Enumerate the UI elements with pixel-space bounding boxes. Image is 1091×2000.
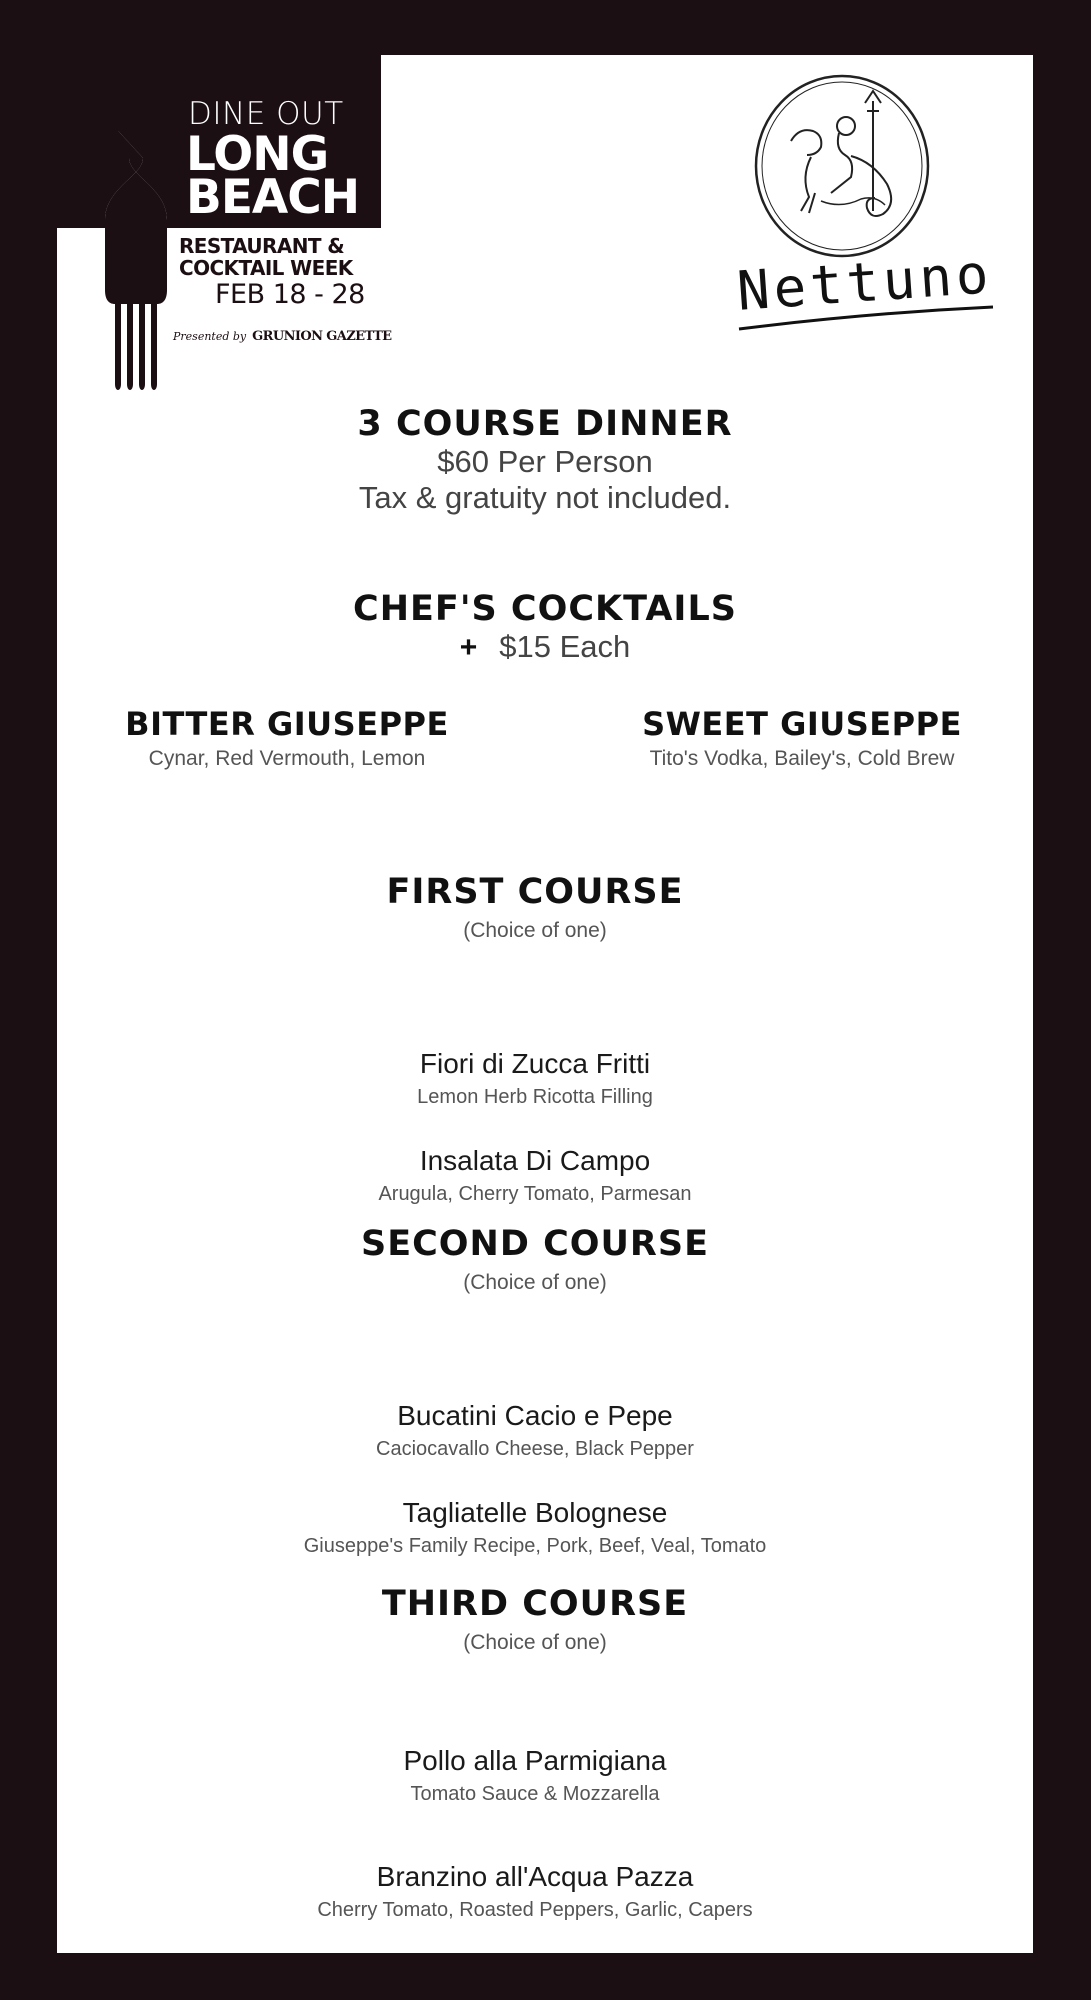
menu-item [47,1497,1023,1559]
course-title: SECOND COURSE [360,1224,709,1264]
cocktails-price-line [57,629,1033,665]
cocktail-item [87,707,487,772]
dish-name: Insalata Di Campo [419,1145,651,1176]
third-course-header [47,1585,1023,1656]
cocktail-name: BITTER GIUSEPPE [125,705,449,743]
sponsor-name: GRUNION GAZETTE [252,329,392,344]
course-choice: (Choice of one) [463,918,607,942]
cocktail-ingredients: Tito's Vodka, Bailey's, Cold Brew [649,747,955,771]
cocktail-ingredients: Cynar, Red Vermouth, Lemon [148,747,426,771]
cocktail-item [602,707,1002,772]
dinner-info [57,405,1033,516]
logo-line-long-beach: LONG BEACH [186,127,360,225]
dine-out-logo [57,55,392,353]
restaurant-name: Nettuno [735,242,995,323]
course-choice: (Choice of one) [463,1270,607,1294]
course-title: FIRST COURSE [386,872,684,912]
presented-by-label: Presented by [173,330,247,343]
course-choice: (Choice of one) [463,1630,607,1654]
menu-item [47,1400,1023,1462]
second-course-header [47,1225,1023,1296]
cocktails-price: $15 Each [499,628,631,664]
logo-line-restaurant-week: RESTAURANT & COCKTAIL WEEK [179,234,353,280]
dish-description: Cherry Tomato, Roasted Peppers, Garlic, Capers [317,1899,753,1921]
dish-description: Caciocavallo Cheese, Black Pepper [376,1438,694,1460]
menu-page [57,55,1033,1953]
menu-item [47,1861,1023,1923]
dish-description: Arugula, Cherry Tomato, Parmesan [378,1183,692,1205]
dish-name: Pollo alla Parmigiana [403,1745,667,1776]
wine-bottle-fork-icon [71,123,171,395]
plus-sign: + [459,630,478,664]
menu-item [47,1745,1023,1807]
dish-description: Giuseppe's Family Recipe, Pork, Beef, Veal, Tomato [303,1535,767,1557]
dinner-price: $60 Per Person [437,443,653,479]
neptune-emblem-icon [751,71,933,261]
logo-presented-by [173,329,391,344]
dish-name: Branzino all'Acqua Pazza [376,1861,694,1892]
cocktails-header [57,590,1033,665]
cocktail-name: SWEET GIUSEPPE [642,705,962,743]
dish-name: Bucatini Cacio e Pepe [397,1400,673,1431]
dish-name: Tagliatelle Bolognese [402,1497,668,1528]
dinner-note: Tax & gratuity not included. [358,479,732,515]
first-course-header [47,873,1023,944]
menu-item [47,1145,1023,1207]
dish-description: Tomato Sauce & Mozzarella [410,1783,660,1805]
logo-line-dine-out: DINE OUT [188,96,344,132]
logo-dates: FEB 18 - 28 [215,279,365,310]
course-title: THIRD COURSE [381,1584,689,1624]
name-underline [737,303,997,333]
dinner-title: 3 COURSE DINNER [357,404,733,444]
dish-description: Lemon Herb Ricotta Filling [417,1086,653,1108]
menu-item [47,1048,1023,1110]
cocktails-title: CHEF'S COCKTAILS [353,589,737,629]
dish-name: Fiori di Zucca Fritti [419,1048,651,1079]
